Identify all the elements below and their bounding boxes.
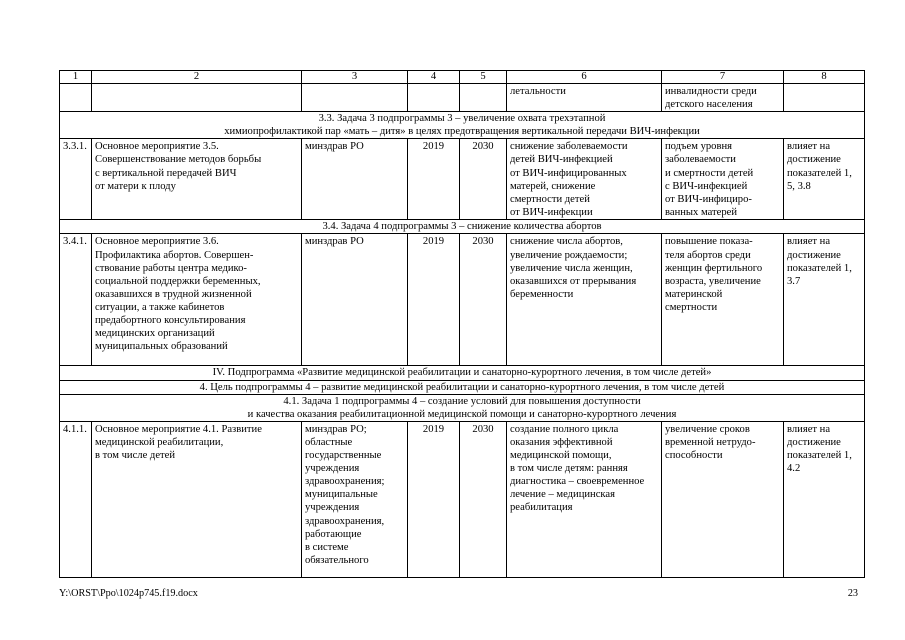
activity-name: Основное мероприятие 3.6. Профилактика абортов. Совершен- ствование работы центра медико- социальной поддержки беременных, оказавшихся в трудной жизненной ситуации, а также кабинетов предабортного консультирования медицинских организаций муниципальных образований <box>92 234 302 366</box>
activities-table <box>59 70 865 578</box>
column-number-row <box>60 71 865 84</box>
executor: минздрав РО <box>302 139 408 220</box>
section-row-goal-4 <box>60 380 865 394</box>
table-row-4-1-1 <box>60 421 865 577</box>
table-row-3-3-1 <box>60 139 865 220</box>
column-header: 4 <box>408 71 460 84</box>
section-row-task-3-4 <box>60 220 865 234</box>
expected-result: снижение числа абортов, увеличение рождаемости; увеличение числа женщин, оказавшихся от прерывания беременности <box>507 234 662 366</box>
subprogram-title: IV. Подпрограмма «Развитие медицинской реабилитации и санаторно-курортного лечения, в том числе детей» <box>60 366 865 380</box>
column-header: 8 <box>784 71 865 84</box>
row-number: 3.3.1. <box>60 139 92 220</box>
end-year: 2030 <box>460 139 507 220</box>
section-row-task-3-3 <box>60 112 865 139</box>
result-cell: летальности <box>507 84 662 112</box>
section-row-task-4-1 <box>60 394 865 421</box>
expected-result: создание полного цикла оказания эффективной медицинской помощи, в том числе детям: ранняя диагностика – своевременное лечение – медицинская реабилитация <box>507 421 662 577</box>
column-header: 7 <box>662 71 784 84</box>
non-implementation-consequence: увеличение сроков временной нетрудо- способности <box>662 421 784 577</box>
row-number: 4.1.1. <box>60 421 92 577</box>
row-number: 3.4.1. <box>60 234 92 366</box>
goal-title: 4. Цель подпрограммы 4 – развитие медицинской реабилитации и санаторно-курортного лечения, в том числе детей <box>60 380 865 394</box>
file-path: Y:\ORST\Ppo\1024p745.f19.docx <box>59 588 198 599</box>
indicator-link: влияет на достижение показателей 1, 4.2 <box>784 421 865 577</box>
column-header: 6 <box>507 71 662 84</box>
section-row-subprogram-4 <box>60 366 865 380</box>
column-header: 5 <box>460 71 507 84</box>
column-header: 1 <box>60 71 92 84</box>
activity-name: Основное мероприятие 3.5. Совершенствование методов борьбы с вертикальной передачей ВИЧ от матери к плоду <box>92 139 302 220</box>
executor: минздрав РО <box>302 234 408 366</box>
indicator-link: влияет на достижение показателей 1, 5, 3.8 <box>784 139 865 220</box>
task-title: 4.1. Задача 1 подпрограммы 4 – создание условий для повышения доступности и качества оказания реабилитационной медицинской помощи и санаторно-курортного лечения <box>60 394 865 421</box>
continuation-row <box>60 84 865 112</box>
start-year: 2019 <box>408 234 460 366</box>
start-year: 2019 <box>408 421 460 577</box>
start-year: 2019 <box>408 139 460 220</box>
task-title: 3.4. Задача 4 подпрограммы 3 – снижение количества абортов <box>60 220 865 234</box>
non-implementation-consequence: подъем уровня заболеваемости и смертности детей с ВИЧ-инфекцией от ВИЧ-инфициро- ванных матерей <box>662 139 784 220</box>
task-title: 3.3. Задача 3 подпрограммы 3 – увеличение охвата трехэтапной химиопрофилактикой пар «мать – дитя» в целях предотвращения вертикальной передачи ВИЧ-инфекции <box>60 112 865 139</box>
column-header: 3 <box>302 71 408 84</box>
activity-name: Основное мероприятие 4.1. Развитие медицинской реабилитации, в том числе детей <box>92 421 302 577</box>
page-number: 23 <box>847 588 858 599</box>
table-row-3-4-1 <box>60 234 865 366</box>
consequence-cell: инвалидности среди детского населения <box>662 84 784 112</box>
expected-result: снижение заболеваемости детей ВИЧ-инфекцией от ВИЧ-инфицированных матерей, снижение смертности детей от ВИЧ-инфекции <box>507 139 662 220</box>
indicator-link: влияет на достижение показателей 1, 3.7 <box>784 234 865 366</box>
end-year: 2030 <box>460 421 507 577</box>
non-implementation-consequence: повышение показа- теля абортов среди женщин фертильного возраста, увеличение материнской смертности <box>662 234 784 366</box>
end-year: 2030 <box>460 234 507 366</box>
column-header: 2 <box>92 71 302 84</box>
executor: минздрав РО; областные государственные учреждения здравоохранения; муниципальные учреждения здравоохранения, работающие в системе обязательного <box>302 421 408 577</box>
